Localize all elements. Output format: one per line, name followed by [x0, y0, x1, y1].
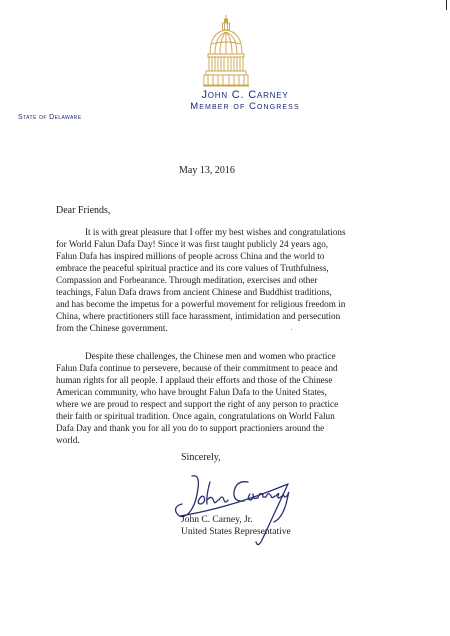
letter-paragraph-1: [56, 226, 392, 334]
paragraph-line: American community, who have brought Falun Dafa to the United States,: [56, 387, 327, 397]
letter-date: May 13, 2016: [179, 165, 235, 176]
letter-closing: Sincerely,: [181, 452, 221, 463]
scan-speck: [291, 329, 292, 330]
capitol-dome-icon: [202, 14, 250, 90]
paragraph-line: Falun Dafa has inspired millions of people across China and the world to: [56, 251, 325, 261]
paragraph-line: where we are proud to respect and support the right of any person to practice: [56, 399, 339, 409]
paragraph-line: Falun Dafa continue to persevere, because of their commitment to peace and: [56, 363, 338, 373]
signer-name: John C. Carney, Jr.: [181, 515, 253, 525]
scan-edge-mark: [446, 0, 447, 10]
paragraph-line: their faith or spiritual tradition. Once again, congratulations on World Falun: [56, 411, 335, 421]
paragraph-line: Compassion and Forbearance. Through meditation, exercises and other: [56, 275, 318, 285]
paragraph-line: Despite these challenges, the Chinese men and women who practice: [85, 351, 336, 361]
paragraph-line: for World Falun Dafa Day! Since it was first taught publicly 24 years ago,: [56, 239, 329, 249]
letter-greeting: Dear Friends,: [56, 205, 111, 216]
paragraph-line: Dafa Day and thank you for all you do to support practioniers around the: [56, 423, 325, 433]
signer-title: United States Representative: [181, 527, 291, 537]
paragraph-line: and has become the impetus for a powerful movement for religious freedom in: [56, 299, 346, 309]
letterhead: [170, 89, 320, 113]
paragraph-line: human rights for all people. I applaud their efforts and those of the Chinese: [56, 375, 333, 385]
paragraph-line: from the Chinese government.: [56, 323, 168, 333]
letter-paragraph-2: [56, 350, 392, 446]
handwritten-signature-icon: [170, 470, 310, 550]
paragraph-line: China, where practitioners still face harassment, intimidation and persecution: [56, 311, 341, 321]
paragraph-line: It is with great pleasure that I offer my best wishes and congratulations: [85, 227, 346, 237]
letterhead-state: State of Delaware: [18, 114, 82, 121]
letterhead-title: Member of Congress: [190, 101, 300, 112]
letterhead-name: John C. Carney: [201, 89, 289, 101]
paragraph-line: world.: [56, 435, 80, 445]
paragraph-line: teachings, Falun Dafa draws from ancient Chinese and Buddhist traditions,: [56, 287, 332, 297]
paragraph-line: embrace the peaceful spiritual practice and its core values of Truthfulness,: [56, 263, 329, 273]
